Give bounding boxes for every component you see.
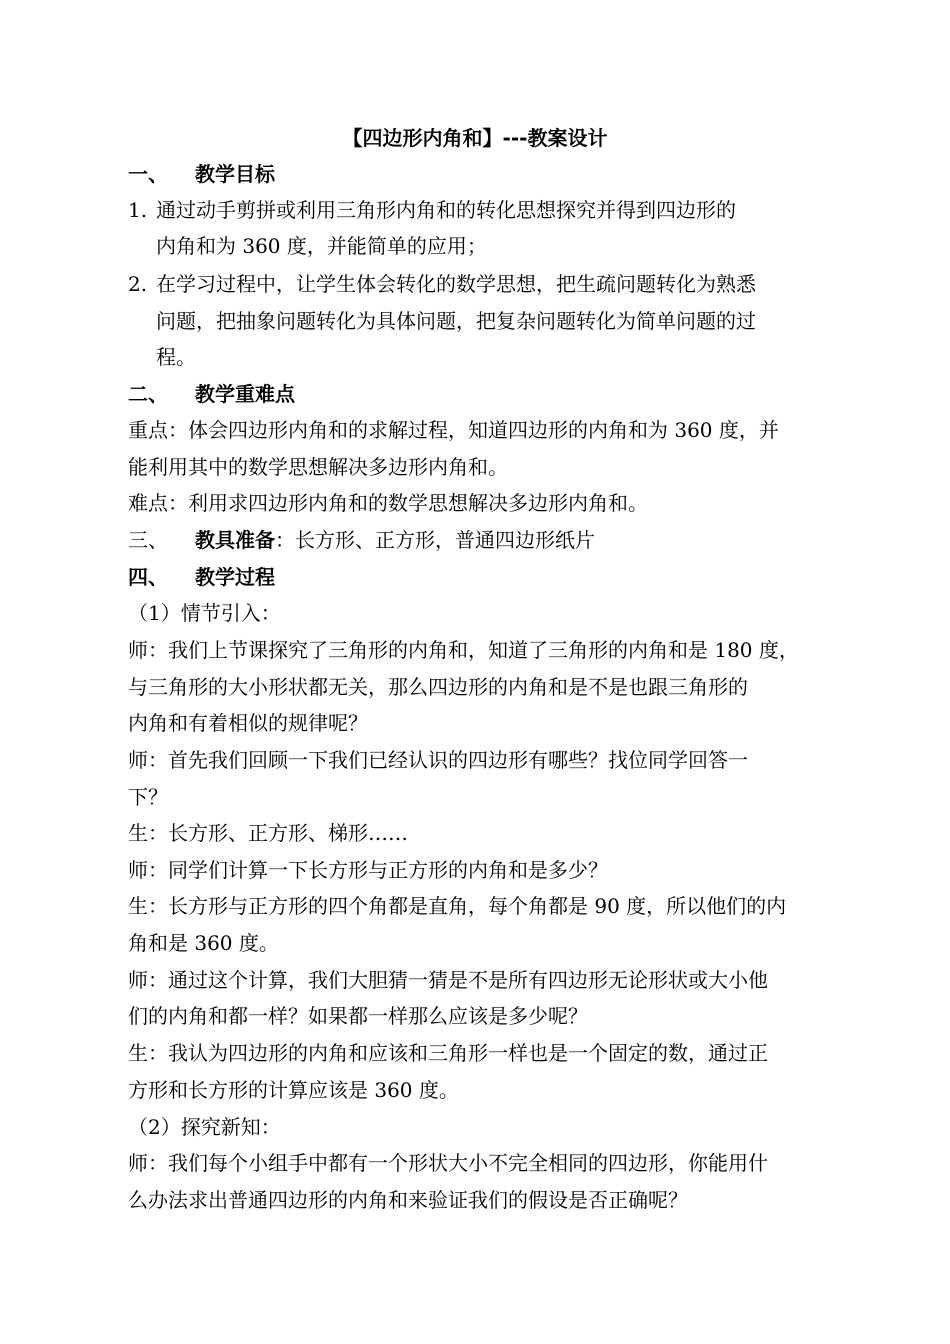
dialogue-line: 生：我认为四边形的内角和应该和三角形一样也是一个固定的数，通过正	[128, 1041, 768, 1065]
dialogue-line: 下？	[128, 785, 168, 809]
section-number: 一、	[128, 162, 168, 186]
section-title: 教学过程	[195, 565, 275, 589]
objective-number: 2.	[128, 272, 148, 296]
section-heading-1	[128, 161, 275, 187]
section-heading-4	[128, 564, 275, 590]
objective-1	[128, 197, 736, 223]
objective-1-continued: 内角和为 360 度，并能简单的应用；	[156, 234, 487, 258]
dialogue-line: 么办法求出普通四边形的内角和来验证我们的假设是否正确呢？	[128, 1188, 688, 1212]
subsection-label: （2）探究新知：	[128, 1115, 281, 1139]
section-colon: ：	[275, 528, 295, 552]
dialogue-line: 师：通过这个计算，我们大胆猜一猜是不是所有四边形无论形状或大小他	[128, 968, 768, 992]
key-point-line: 重点：体会四边形内角和的求解过程，知道四边形的内角和为 360 度，并	[128, 418, 779, 442]
subsection-label: （1）情节引入：	[128, 601, 281, 625]
dialogue-line: 师：我们上节课探究了三角形的内角和，知道了三角形的内角和是 180 度，	[128, 638, 799, 662]
section-title: 教具准备	[195, 528, 275, 552]
section-heading-2	[128, 381, 295, 407]
key-point-line: 能利用其中的数学思想解决多边形内角和。	[128, 455, 508, 479]
dialogue-line: 师：首先我们回顾一下我们已经认识的四边形有哪些？找位同学回答一	[128, 748, 748, 772]
dialogue-line: 生：长方形、正方形、梯形……	[128, 821, 408, 845]
dialogue-line: 方形和长方形的计算应该是 360 度。	[128, 1078, 459, 1102]
document-title: 【四边形内角和】---教案设计	[342, 126, 608, 150]
dialogue-line: 角和是 360 度。	[128, 931, 279, 955]
section-number: 三、	[128, 528, 168, 552]
dialogue-line: 生：长方形与正方形的四个角都是直角，每个角都是 90 度，所以他们的内	[128, 894, 787, 918]
dialogue-line: 师：同学们计算一下长方形与正方形的内角和是多少？	[128, 858, 608, 882]
section-number: 二、	[128, 382, 168, 406]
dialogue-line: 内角和有着相似的规律呢？	[128, 711, 368, 735]
objective-2-continued: 程。	[156, 345, 196, 369]
objective-text: 通过动手剪拼或利用三角形内角和的转化思想探究并得到四边形的	[156, 198, 736, 222]
objective-2	[128, 271, 756, 297]
section-title: 教学重难点	[195, 382, 295, 406]
dialogue-line: 师：我们每个小组手中都有一个形状大小不完全相同的四边形，你能用什	[128, 1151, 768, 1175]
objective-2-continued: 问题，把抽象问题转化为具体问题，把复杂问题转化为简单问题的过	[156, 309, 756, 333]
difficult-point-line: 难点：利用求四边形内角和的数学思想解决多边形内角和。	[128, 491, 648, 515]
objective-number: 1.	[128, 198, 148, 222]
dialogue-line: 们的内角和都一样？如果都一样那么应该是多少呢？	[128, 1004, 588, 1028]
section-title: 教学目标	[195, 162, 275, 186]
objective-text: 在学习过程中，让学生体会转化的数学思想，把生疏问题转化为熟悉	[156, 272, 756, 296]
section-content: 长方形、正方形，普通四边形纸片	[295, 528, 595, 552]
section-heading-3	[128, 527, 595, 553]
section-number: 四、	[128, 565, 168, 589]
dialogue-line: 与三角形的大小形状都无关，那么四边形的内角和是不是也跟三角形的	[128, 675, 748, 699]
